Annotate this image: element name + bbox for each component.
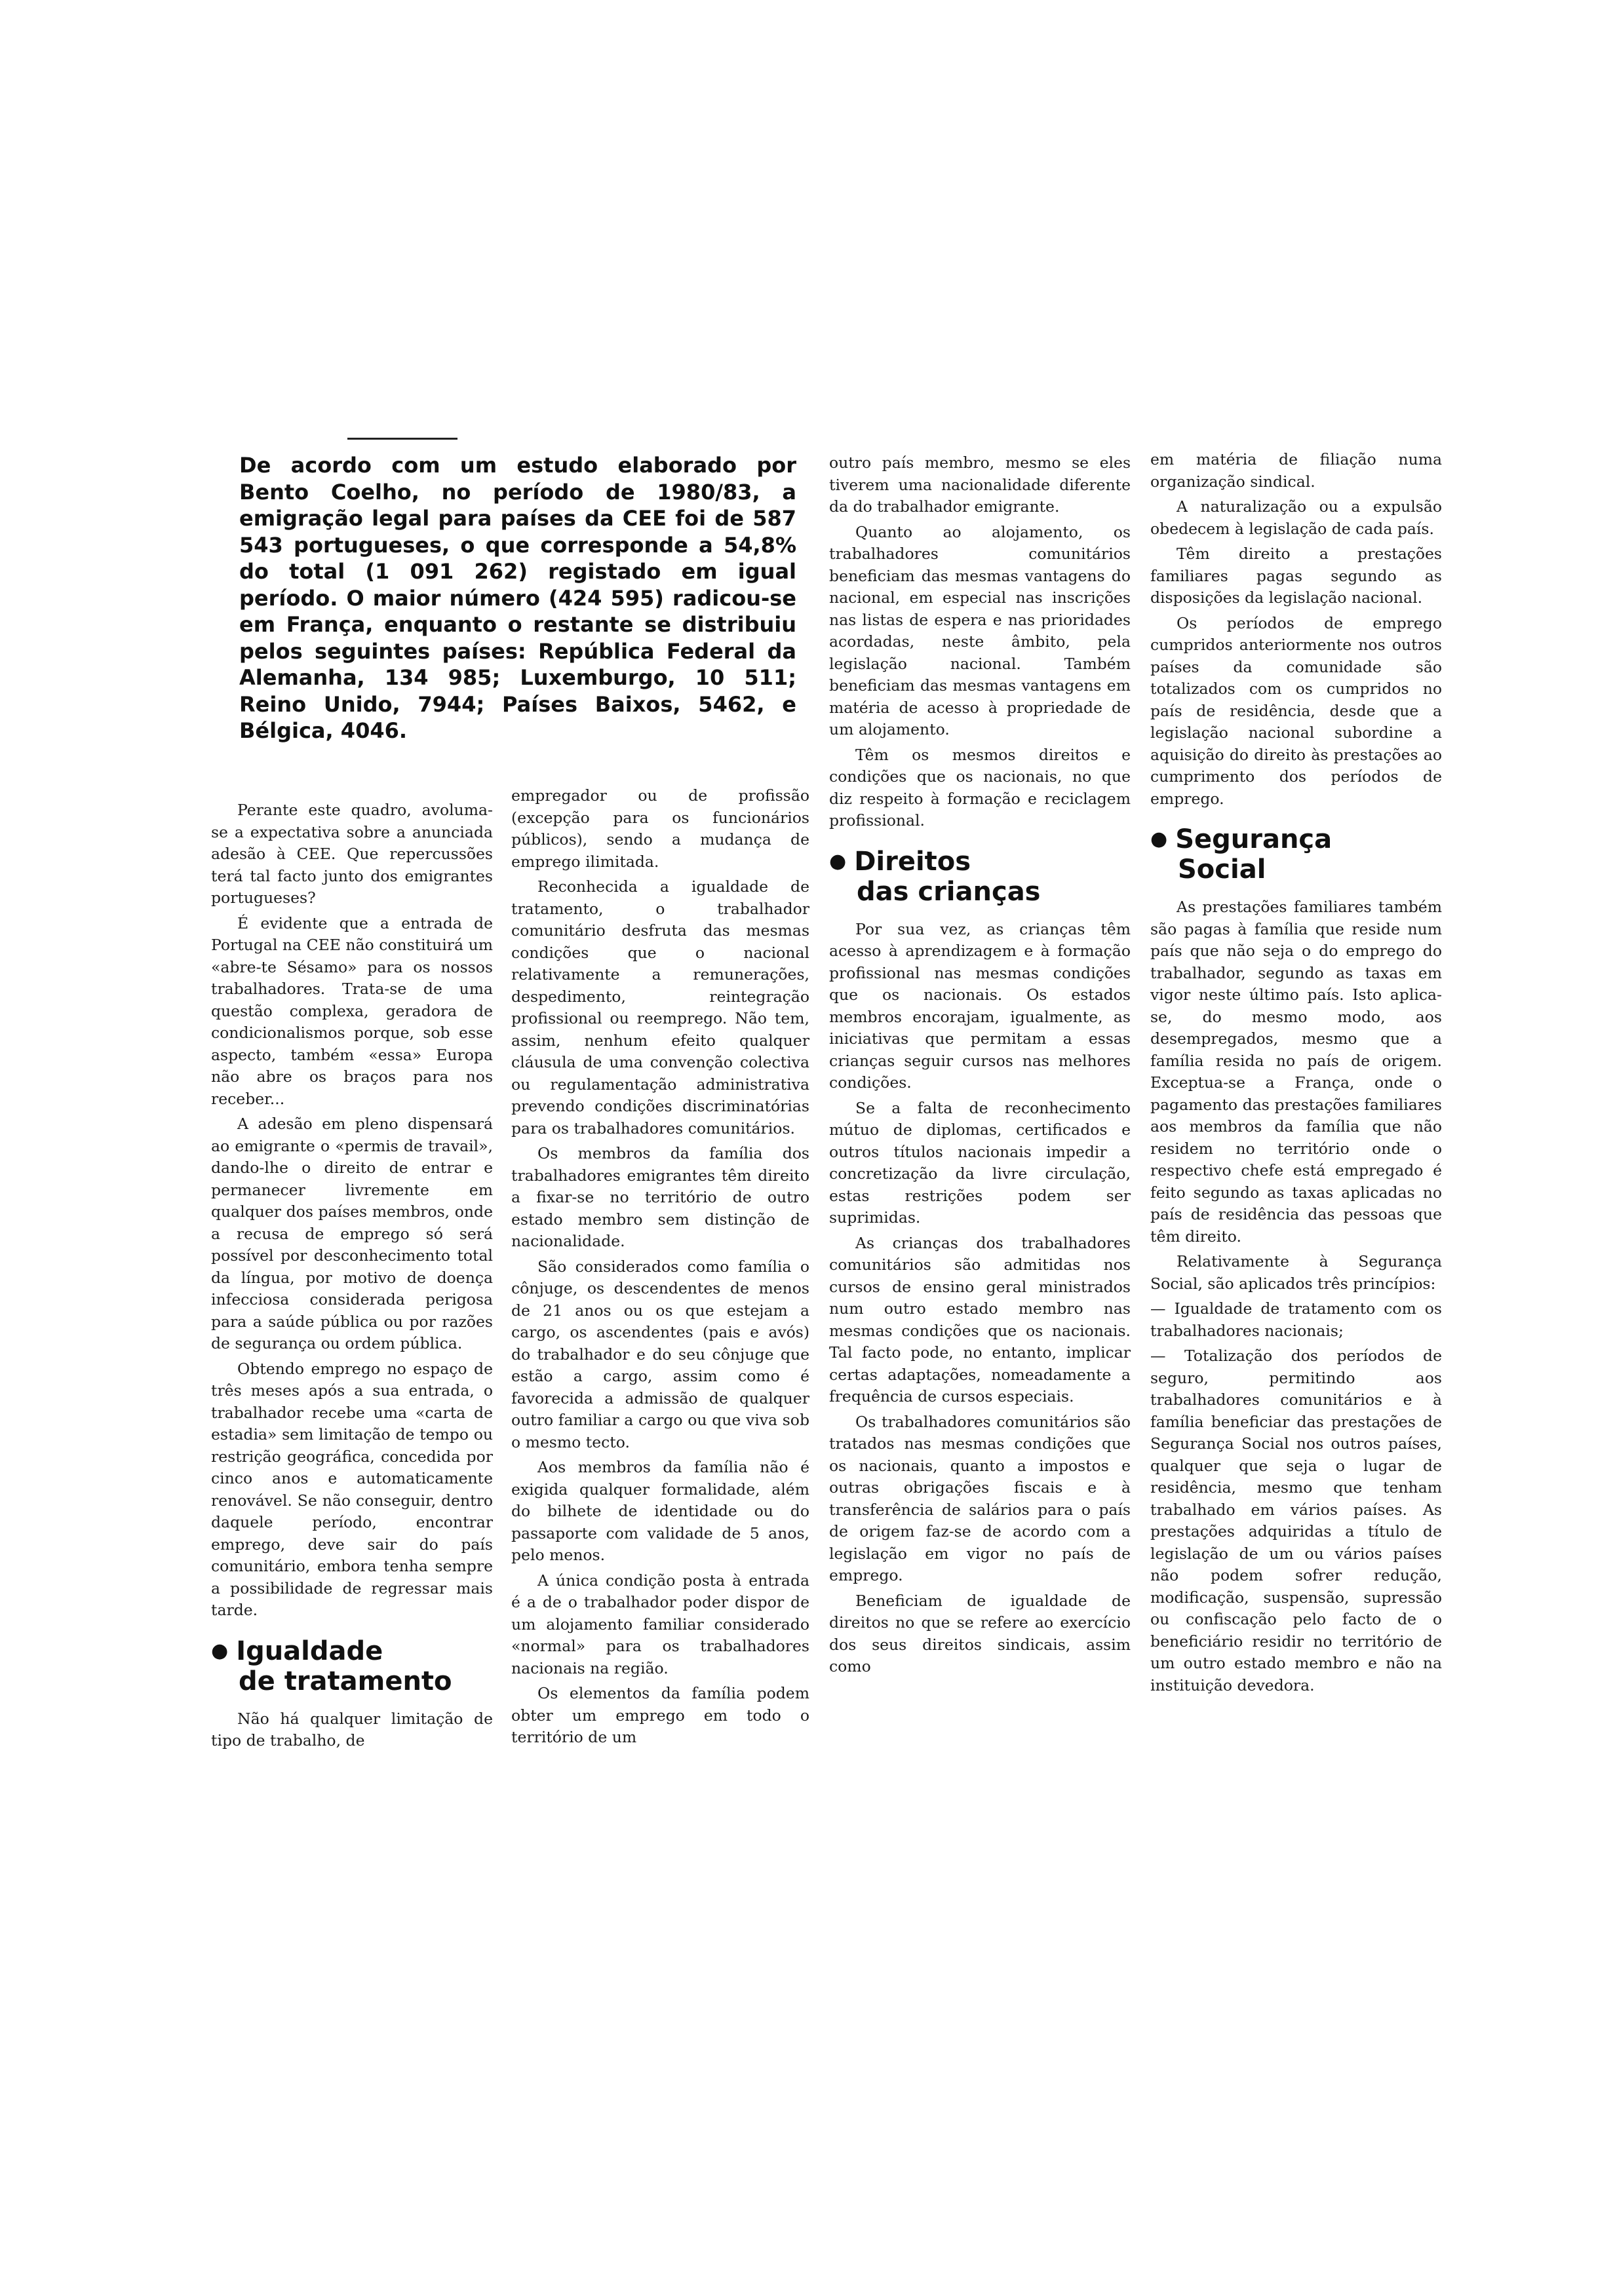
paragraph: A adesão em pleno dispensará ao emigrante o «permis de travail», dando-lhe o direito de entrar e permanecer livremente em qualquer dos países membros, onde a recusa de emprego só será possível por desconhecimento total da língua, por motivo de doença infecciosa considerada perigosa para a saúde pública ou por razões de segurança ou ordem pública. xyxy=(211,1115,493,1352)
paragraph: Obtendo emprego no espaço de três meses após a sua entrada, o trabalhador recebe uma «carta de estadia» sem limitação de tempo ou restrição geográfica, concedida por cinco anos e automaticamente renovável. Se não conseguir, dentro daquele período, encontrar emprego, deve sair do país comunitário, embora tenha sempre a possibilidade de regressar mais tarde. xyxy=(211,1359,493,1619)
paragraph: Quanto ao alojamento, os trabalhadores comunitários beneficiam das mesmas vantagens do nacional, em especial nas inscrições nas listas de espera e nas prioridades acordadas, neste âmbito, pela legislação nacional. Também beneficiam das mesmas vantagens em matéria de acesso à propriedade de um alojamento. xyxy=(829,522,1131,738)
paragraph: Os membros da família dos trabalhadores emigrantes têm direito a fixar-se no território de outro estado membro sem distinção de nacionalidade. xyxy=(511,1144,809,1250)
article-column-2 xyxy=(511,785,809,1752)
paragraph: Por sua vez, as crianças têm acesso à aprendizagem e à formação profissional nas mesmas condições que os nacionais. Os estados membros encorajam, igualmente, as iniciativas que permitam a essas crianças seguir cursos nas melhores condições. xyxy=(829,919,1131,1092)
paragraph: Têm direito a prestações familiares pagas segundo as disposições da legislação nacional. xyxy=(1150,545,1442,607)
paragraph: Não há qualquer limitação de tipo de trabalho, de xyxy=(211,1709,493,1750)
paragraph: empregador ou de profissão (excepção para os funcionários públicos), sendo a mudança de emprego ilimitada. xyxy=(511,786,809,871)
lead-paragraph: De acordo com um estudo elaborado por Bento Coelho, no período de 1980/83, a emigração legal para países da CEE foi de 587 543 portugueses, o que corresponde a 54,8% do total (1 091 262) registado em igual período. O maior número (424 595) radicou-se em França, enquanto o restante se distribuiu pelos seguintes países: República Federal da Alemanha, 134 985; Luxemburgo, 10 511; Reino Unido, 7944; Países Baixos, 5462, e Bélgica, 4046. xyxy=(239,453,796,743)
article-column-4 xyxy=(1150,449,1442,1700)
paragraph: Aos membros da família não é exigida qualquer formalidade, além do bilhete de identidade ou do passaporte com validade de 5 anos, pelo menos. xyxy=(511,1458,809,1564)
paragraph: As crianças dos trabalhadores comunitários são admitidas nos cursos de ensino geral ministrados num outro estado membro nas mesmas condições que os nacionais. Tal facto pode, no entanto, implicar certas adaptações, nomeadamente a frequência de cursos especiais. xyxy=(829,1233,1131,1406)
subheading-direitos: ● Direitos das crianças xyxy=(829,846,1041,907)
paragraph: Os trabalhadores comunitários são tratados nas mesmas condições que os nacionais, quanto a impostos e outras obrigações fiscais e à transferência de salários para o país de origem faz-se de acordo com a legislação em vigor no país de emprego. xyxy=(829,1412,1131,1584)
top-rule xyxy=(347,438,457,440)
paragraph: outro país membro, mesmo se eles tiverem uma nacionalidade diferente da do trabalhador emigrante. xyxy=(829,453,1131,516)
bullet-icon: ● xyxy=(1150,828,1168,851)
paragraph: Têm os mesmos direitos e condições que os nacionais, no que diz respeito à formação e reciclagem profissional. xyxy=(829,745,1131,830)
subheading-igualdade: ● Igualdade de tratamento xyxy=(211,1636,452,1696)
article-column-3 xyxy=(829,452,1131,1681)
paragraph: São considerados como família o cônjuge, os descendentes de menos de 21 anos ou os que estejam a cargo, os ascendentes (pais e avós) do trabalhador e do seu cônjuge que estão a cargo, assim como é favorecida a admissão de qualquer outro familiar a cargo ou que viva sob o mesmo tecto. xyxy=(511,1257,809,1451)
paragraph: A naturalização ou a expulsão obedecem à legislação de cada país. xyxy=(1150,497,1442,538)
paragraph: — Totalização dos períodos de seguro, permitindo aos trabalhadores comunitários e à família beneficiar das prestações de Segurança Social nos outros países, qualquer que seja o lugar de residência, mesmo que tenham trabalhado em vários países. As prestações adquiridas a título de legislação de um ou vários países não podem sofrer redução, modificação, suspensão, supressão ou confiscação pelo facto de o beneficiário residir no território de um outro estado membro e não na instituição devedora. xyxy=(1150,1347,1442,1694)
subheading-seguranca: ● Segurança Social xyxy=(1150,824,1333,885)
paragraph: A única condição posta à entrada é a de o trabalhador poder dispor de um alojamento familiar considerado «normal» para os trabalhadores nacionais na região. xyxy=(511,1571,809,1677)
paragraph: Os elementos da família podem obter um emprego em todo o território de um xyxy=(511,1684,809,1746)
paragraph: — Igualdade de tratamento com os trabalhadores nacionais; xyxy=(1150,1299,1442,1340)
paragraph: As prestações familiares também são pagas à família que reside num país que não seja o do emprego do trabalhador, segundo as taxas em vigor neste último país. Isto aplica-se, do mesmo modo, aos desempregados, mesmo que a família resida no país de origem. Exceptua-se a França, onde o pagamento das prestações familiares aos membros da família que não residem no território onde o respectivo chefe está empregado é feito segundo as taxas aplicadas no país de residência das pessoas que têm direito. xyxy=(1150,898,1442,1246)
bullet-icon: ● xyxy=(211,1639,229,1662)
article-column-1 xyxy=(211,799,493,1755)
paragraph: Reconhecida a igualdade de tratamento, o trabalhador comunitário desfruta das mesmas condições que o nacional relativamente a remunerações, despedimento, reintegração profissional ou reemprego. Não tem, assim, nenhum efeito qualquer cláusula de uma convenção colectiva ou regulamentação administrativa prevendo condições discriminatórias para os trabalhadores comunitários. xyxy=(511,877,809,1138)
paragraph: Perante este quadro, avoluma-se a expectativa sobre a anunciada adesão à CEE. Que repercussões terá tal facto junto dos emigrantes portugueses? xyxy=(211,801,493,907)
paragraph: Relativamente à Segurança Social, são aplicados três princípios: xyxy=(1150,1252,1442,1293)
paragraph: É evidente que a entrada de Portugal na CEE não constituirá um «abre-te Sésamo» para os nossos trabalhadores. Trata-se de uma questão complexa, geradora de condicionalismos porque, sob esse aspecto, também «essa» Europa não abre os braços para nos receber... xyxy=(211,913,493,1108)
bullet-icon: ● xyxy=(829,849,847,873)
paragraph: Beneficiam de igualdade de direitos no que se refere ao exercício dos seus direitos sindicais, assim como xyxy=(829,1591,1131,1675)
paragraph: Se a falta de reconhecimento mútuo de diplomas, certificados e outros títulos nacionais impedir a concretização da livre circulação, estas restrições podem ser suprimidas. xyxy=(829,1098,1131,1227)
paragraph: em matéria de filiação numa organização sindical. xyxy=(1150,450,1442,491)
paragraph: Os períodos de emprego cumpridos anteriormente nos outros países da comunidade são totalizados com os cumpridos no país de residência, desde que a legislação nacional subordine a aquisição do direito às prestações ao cumprimento dos períodos de emprego. xyxy=(1150,613,1442,808)
